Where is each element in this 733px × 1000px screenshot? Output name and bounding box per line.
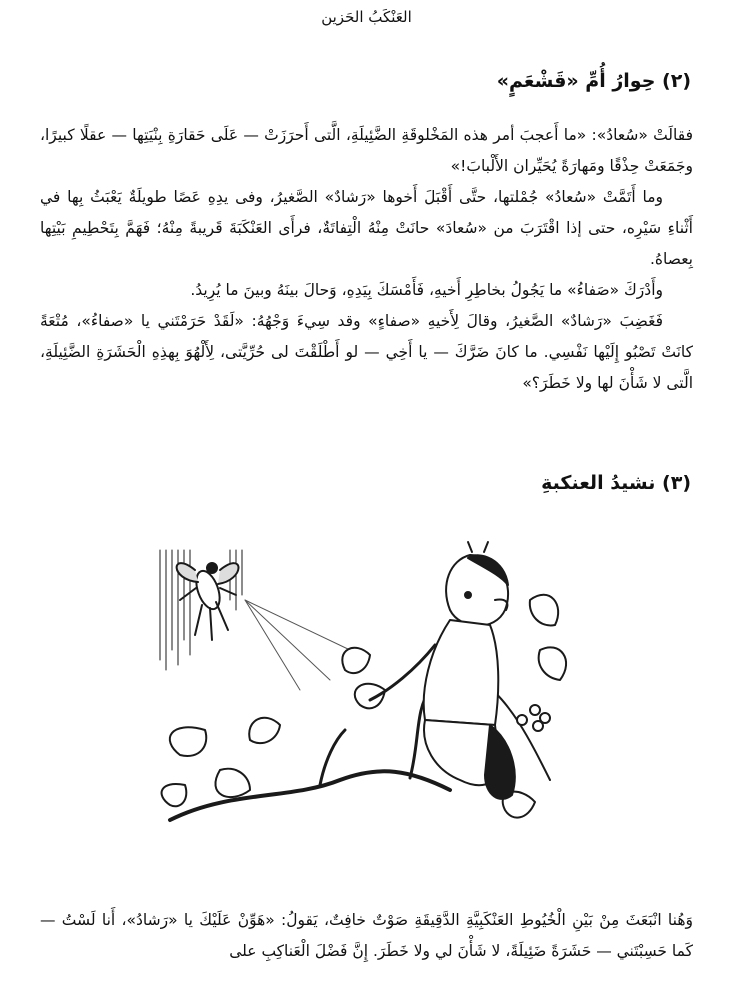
story-illustration — [150, 540, 580, 840]
spider-web — [245, 600, 350, 690]
paragraph-2-3: وأَدْرَكَ «صَفاءُ» ما يَجُولُ بخاطِرِ أَخيهِ، فَأَمْسَكَ بِيَدِهِ، وَحالَ بينَهُ وبينَ ما يُرِيدُ. — [190, 281, 663, 299]
boy-climbing-vine — [370, 542, 515, 799]
section-3-title: (٣) نشيدُ العنكبةِ — [541, 472, 691, 494]
running-title: العَنْكَبُ الحَزين — [321, 8, 412, 26]
paragraph-2-4: فَغَضِبَ «رَشادٌ» الصَّغيرُ، وقالَ لِأَخيهِ «صفاءٍ» وقد سِيءَ وَجْهُهُ: «لَقَدْ حَرَمْتَني يا «صفاءُ»، مُتْعَةً كانَتْ تَصْبُو إِلَيْها نَفْسِي. ما كانَ ضَرَّكَ — يا أَخِي — لو أَطْلَقْتَ لى حُرِّيَّتى، لِأَلْهُوَ بِهذِهِ الْحَشَرَةِ الضَّئِيلَةِ، الَّتى لا شَأْنَ لها ولا خَطَرَ؟» — [40, 312, 693, 392]
paragraph-3-1: وَهُنا انْبَعَثَ مِنْ بَيْنِ الْخُيُوطِ العَنْكَبِيَّةِ الدَّقِيقَةِ صَوْتٌ خافِتٌ، يَقولُ: «هَوِّنْ عَلَيْكَ يا «رَشادُ»، أَنا لَسْتُ — كَما حَسِبْتَني — حَشَرَةً ضَئِيلَةً، لا شَأْنَ لي ولا خَطَرَ. إِنَّ فَضْلَ الْعَناكِبِ على — [40, 911, 693, 960]
insect-with-wings — [177, 563, 239, 640]
paragraph-2-2: وما أَتَمَّتْ «سُعادُ» جُمْلتها، حتَّى أَقْبَلَ أَخوها «رَشادٌ» الصَّغيرُ، وفى يدِهِ عَصًا طويلَةٌ يَعْبَثُ بِها في أَثْناءِ سَيْرِه، حتى إذا اقْتَرَبَ من «سُعادَ» حانَتْ مِنْهُ الْتِفاتَةٌ، فرأَى العَنْكَبَةَ قَريبةً مِنْهُ؛ فَهَمَّ بِتَحْطِيمِ بَيْتِها بِعصاهُ. — [40, 188, 693, 268]
section-2-title: (٢) حِوارُ أُمِّ «قَشْعَمٍ» — [496, 70, 691, 92]
paragraph-2-1: فقالَتْ «سُعادُ»: «ما أَعجبَ أمر هذه المَخْلوقَةِ الضَّئِيلَةِ، الَّتى أَحرَزَتْ — عَلَى حَقارَةِ بِنْيَتِها — عقلًا كبيرًا، وجَمَعَتْ حِذْقًا ومَهارَةً يُحَيِّران الأَلْبابَ!» — [40, 126, 693, 175]
